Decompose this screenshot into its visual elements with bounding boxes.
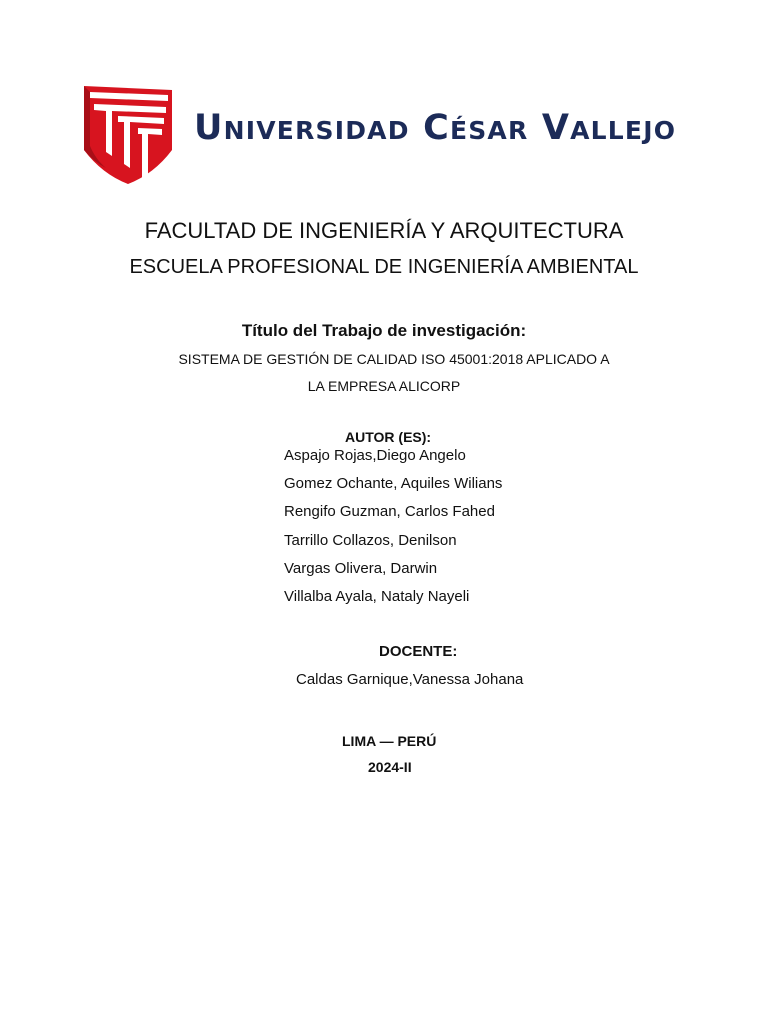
shield-logo-icon	[82, 84, 174, 186]
university-name: Universidad César Vallejo	[194, 108, 677, 148]
research-title-label: Título del Trabajo de investigación:	[241, 321, 527, 340]
faculty-name: FACULTAD DE INGENIERÍA Y ARQUITECTURA	[144, 218, 624, 243]
author-name: Villalba Ayala, Nataly Nayeli	[284, 587, 470, 605]
research-title-line-1: SISTEMA DE GESTIÓN DE CALIDAD ISO 45001:2018 APLICADO A	[178, 351, 610, 367]
author-name: Gomez Ochante, Aquiles Wilians	[284, 475, 503, 493]
teacher-name: Caldas Garnique,Vanessa Johana	[296, 671, 524, 688]
author-name: Aspajo Rojas,Diego Angelo	[284, 447, 466, 464]
location: LIMA — PERÚ	[342, 733, 437, 749]
teacher-label: DOCENTE:	[379, 643, 458, 660]
authors-list	[284, 446, 502, 615]
research-title-line-2: LA EMPRESA ALICORP	[307, 378, 461, 394]
authors-label: AUTOR (ES):	[345, 429, 432, 445]
author-name: Vargas Olivera, Darwin	[284, 559, 438, 577]
university-logo	[82, 84, 742, 188]
author-name: Tarrillo Collazos, Denilson	[284, 531, 457, 549]
school-name: ESCUELA PROFESIONAL DE INGENIERÍA AMBIENTAL	[129, 256, 639, 278]
academic-period: 2024-II	[368, 759, 412, 775]
author-name: Rengifo Guzman, Carlos Fahed	[284, 503, 495, 521]
